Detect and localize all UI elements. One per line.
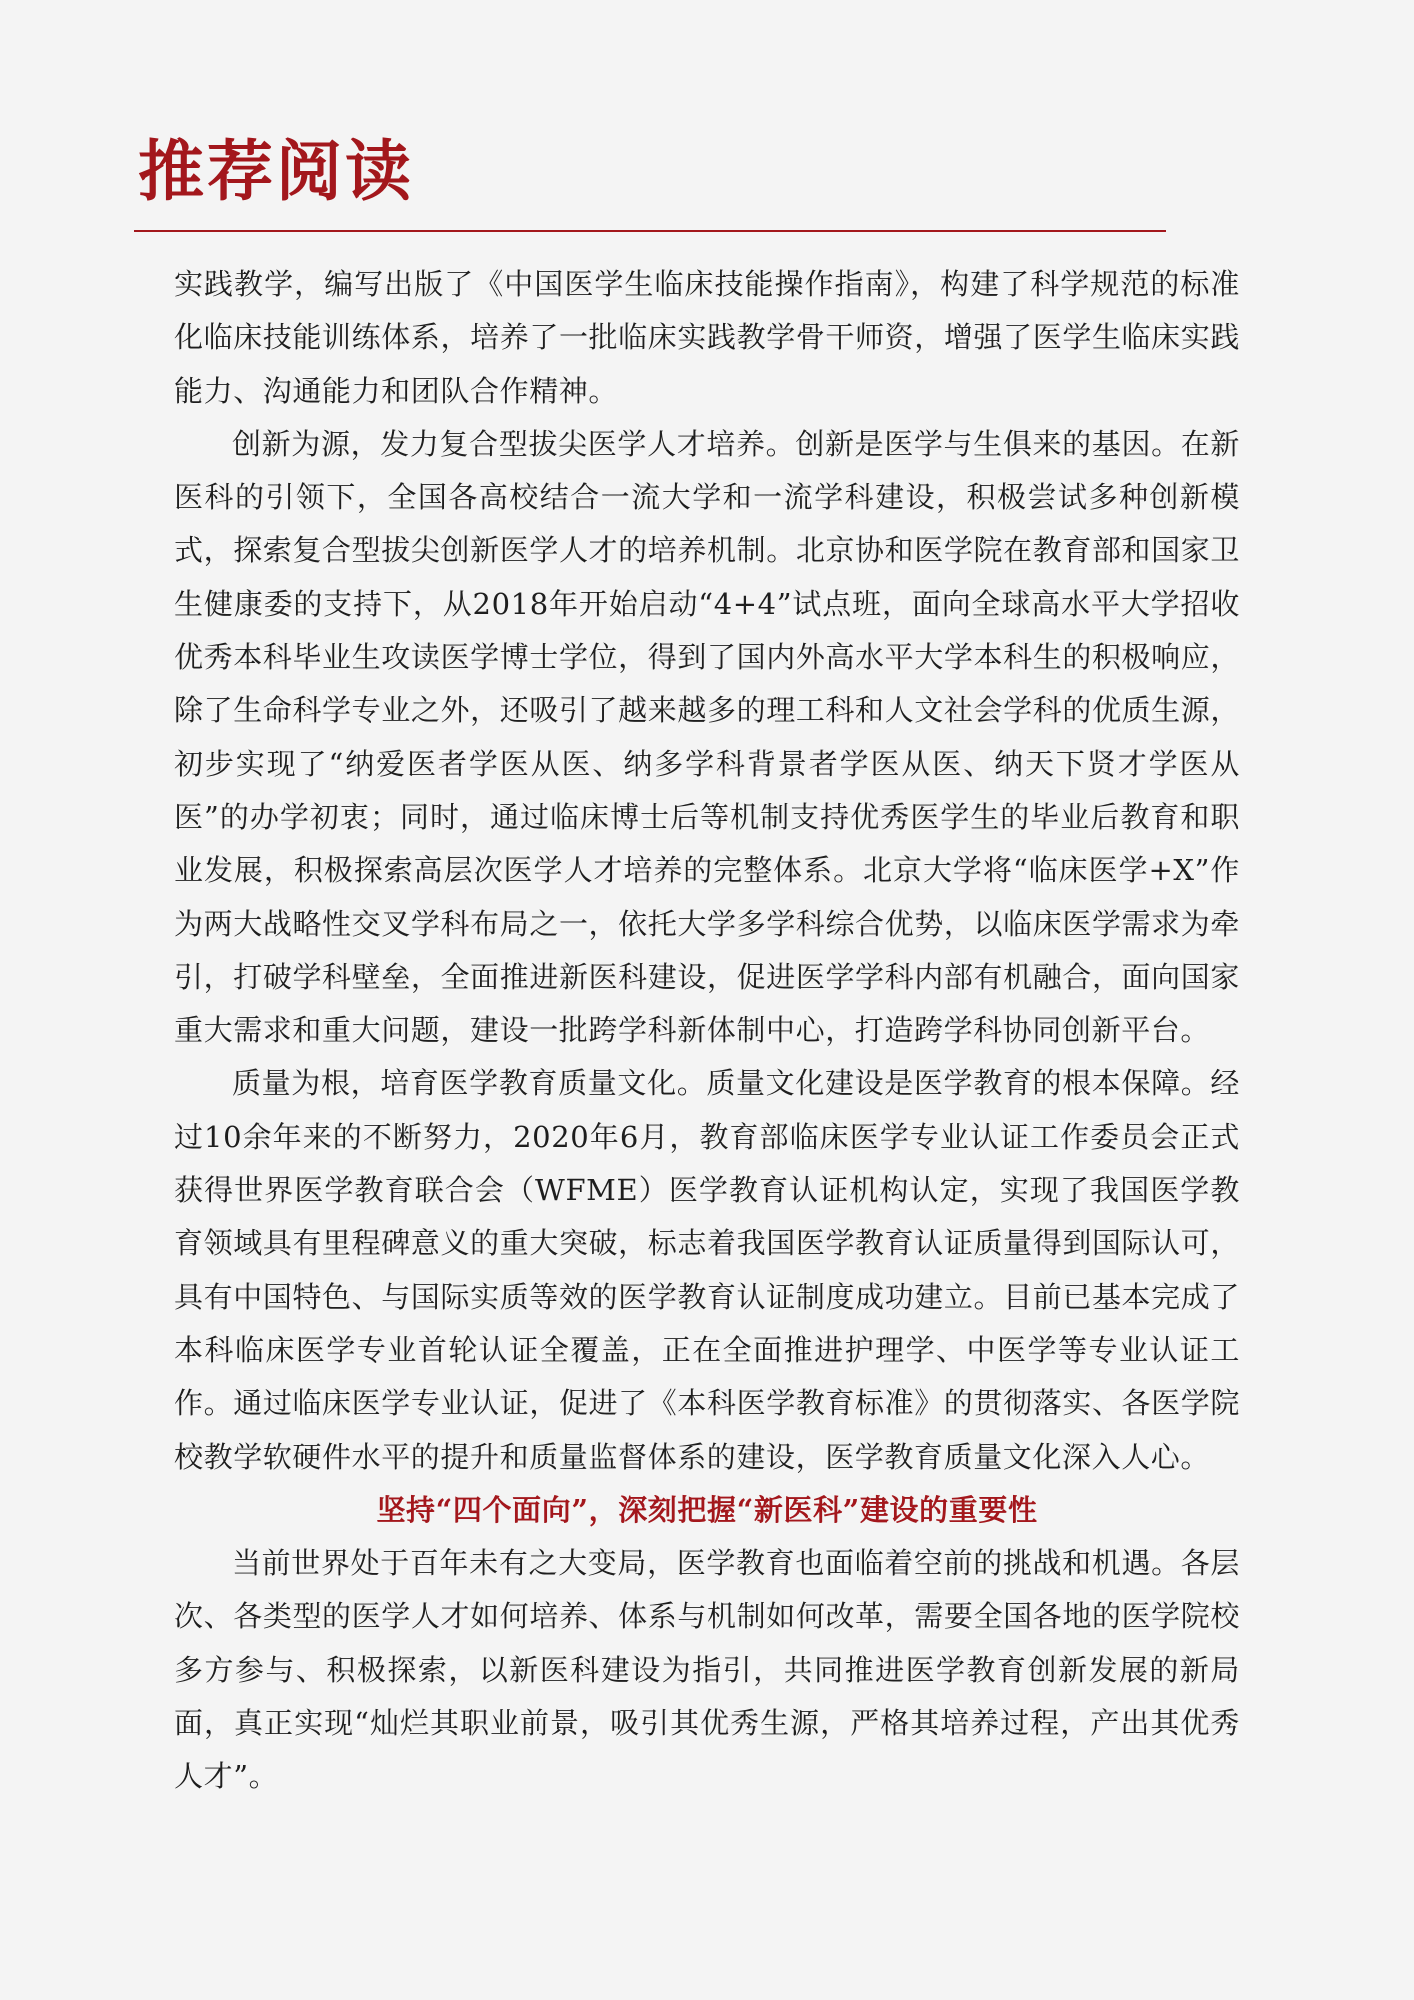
section-heading: 坚持“四个面向”，深刻把握“新医科”建设的重要性 xyxy=(376,1492,1038,1527)
paragraph-current-world: 当前世界处于百年未有之大变局，医学教育也面临着空前的挑战和机遇。各层次、各类型的医学人才如何培养、体系与机制如何改革，需要全国各地的医学院校多方参与、积极探索，以新医科建设为指引，共同推进医学教育创新发展的新局面，真正实现“灿烂其职业前景，吸引其优秀生源，严格其培养过程，产出其优秀人才”。 xyxy=(174,1546,1240,1794)
paragraph-quality: 质量为根，培育医学教育质量文化。质量文化建设是医学教育的根本保障。经过10余年来的不断努力，2020年6月，教育部临床医学专业认证工作委员会正式获得世界医学教育联合会（WFME）医学教育认证机构认定，实现了我国医学教育领域具有里程碑意义的重大突破，标志着我国医学教育认证质量得到国际认可，具有中国特色、与国际实质等效的医学教育认证制度成功建立。目前已基本完成了本科临床医学专业首轮认证全覆盖，正在全面推进护理学、中医学等专业认证工作。通过临床医学专业认证，促进了《本科医学教育标准》的贯彻落实、各医学院校教学软硬件水平的提升和质量监督体系的建设，医学教育质量文化深入人心。 xyxy=(174,1066,1240,1474)
page-title: 推荐阅读 xyxy=(138,132,414,210)
header-divider xyxy=(134,230,1166,232)
article-body xyxy=(174,258,1240,1804)
paragraph-practice-teaching: 实践教学，编写出版了《中国医学生临床技能操作指南》，构建了科学规范的标准化临床技能训练体系，培养了一批临床实践教学骨干师资，增强了医学生临床实践能力、沟通能力和团队合作精神。 xyxy=(174,267,1240,408)
paragraph-innovation: 创新为源，发力复合型拔尖医学人才培养。创新是医学与生俱来的基因。在新医科的引领下，全国各高校结合一流大学和一流学科建设，积极尝试多种创新模式，探索复合型拔尖创新医学人才的培养机制。北京协和医学院在教育部和国家卫生健康委的支持下，从2018年开始启动“4+4”试点班，面向全球高水平大学招收优秀本科毕业生攻读医学博士学位，得到了国内外高水平大学本科生的积极响应，除了生命科学专业之外，还吸引了越来越多的理工科和人文社会学科的优质生源，初步实现了“纳爱医者学医从医、纳多学科背景者学医从医、纳天下贤才学医从医”的办学初衷；同时，通过临床博士后等机制支持优秀医学生的毕业后教育和职业发展，积极探索高层次医学人才培养的完整体系。北京大学将“临床医学+X”作为两大战略性交叉学科布局之一，依托大学多学科综合优势，以临床医学需求为牵引，打破学科壁垒，全面推进新医科建设，促进医学学科内部有机融合，面向国家重大需求和重大问题，建设一批跨学科新体制中心，打造跨学科协同创新平台。 xyxy=(174,426,1240,1048)
page-header xyxy=(138,128,1168,214)
